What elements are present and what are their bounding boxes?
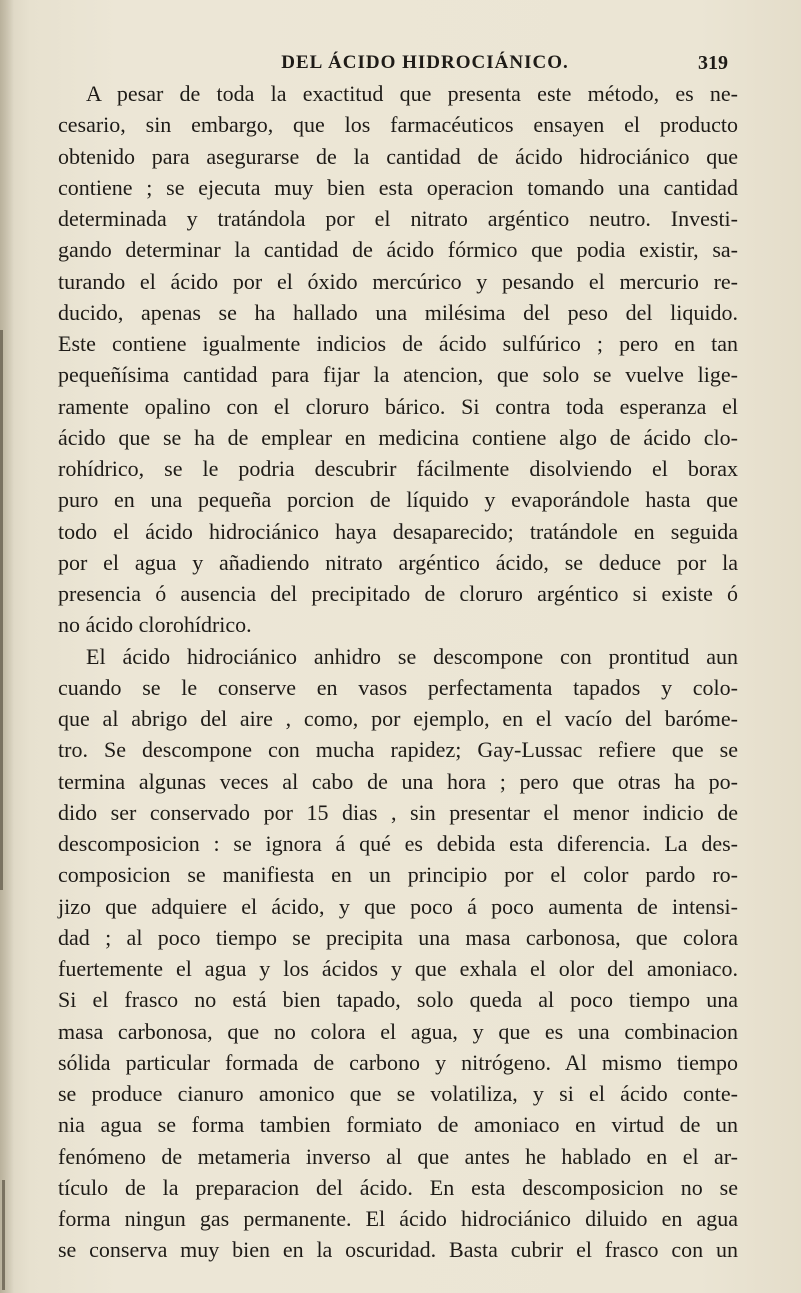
text-line: jizo que adquiere el ácido, y que poco á poco aumenta de intensi-: [58, 893, 738, 919]
text-line: fuertemente el agua y los ácidos y que exhala el olor del amoniaco.: [58, 956, 738, 981]
text-line: El ácido hidrociánico anhidro se descompone con prontitud aun: [86, 643, 738, 669]
body-text: [58, 78, 738, 1266]
text-line: Este contiene igualmente indicios de ácido sulfúrico ; pero en tan: [58, 331, 738, 356]
text-line: ramente opalino con el cloruro bárico. Si contra toda esperanza el: [58, 393, 738, 419]
text-line: fenómeno de metameria inverso al que antes he hablado en el ar-: [58, 1143, 738, 1169]
text-line: cesario, sin embargo, que los farmacéuticos ensayen el producto: [58, 112, 738, 138]
text-line: masa carbonosa, que no colora el agua, y que es una combinacion: [58, 1018, 738, 1044]
text-line: descomposicion : se ignora á qué es debida esta diferencia. La des-: [58, 831, 738, 856]
text-line: contiene ; se ejecuta muy bien esta operacion tomando una cantidad: [58, 174, 738, 200]
margin-mark: [0, 330, 3, 890]
running-head: [100, 52, 750, 80]
text-line: se produce cianuro amonico que se volatiliza, y si el ácido conte-: [58, 1081, 738, 1106]
text-line: ácido que se ha de emplear en medicina contiene algo de ácido clo-: [58, 424, 738, 450]
text-line: sólida particular formada de carbono y nitrógeno. Al mismo tiempo: [58, 1049, 738, 1075]
text-line: termina algunas veces al cabo de una hora ; pero que otras ha po-: [58, 768, 738, 794]
text-line: determinada y tratándola por el nitrato argéntico neutro. Investi-: [58, 206, 738, 231]
text-line: obtenido para asegurarse de la cantidad de ácido hidrociánico que: [58, 143, 738, 169]
text-line: tículo de la preparacion del ácido. En esta descomposicion no se: [58, 1174, 738, 1200]
text-line: ducido, apenas se ha hallado una milésima del peso del liquido.: [58, 299, 738, 325]
text-line: dido ser conservado por 15 dias , sin presentar el menor indicio de: [58, 799, 738, 825]
running-title: DEL ÁCIDO HIDROCIÁNICO.: [281, 52, 569, 73]
text-line: no ácido clorohídrico.: [58, 612, 252, 638]
text-line: presencia ó ausencia del precipitado de cloruro argéntico si existe ó: [58, 581, 738, 606]
text-line: puro en una pequeña porcion de líquido y evaporándole hasta que: [58, 487, 738, 513]
text-line: todo el ácido hidrociánico haya desaparecido; tratándole en seguida: [58, 518, 738, 544]
text-line: gando determinar la cantidad de ácido fórmico que podia existir, sa-: [58, 237, 738, 263]
text-line: que al abrigo del aire , como, por ejemplo, en el vacío del baróme-: [58, 706, 738, 731]
text-line: Si el frasco no está bien tapado, solo queda al poco tiempo una: [58, 987, 738, 1013]
text-line: dad ; al poco tiempo se precipita una masa carbonosa, que colora: [58, 924, 738, 950]
text-line: cuando se le conserve en vasos perfectamenta tapados y colo-: [58, 674, 738, 700]
text-line: rohídrico, se le podria descubrir fácilmente disolviendo el borax: [58, 456, 738, 481]
text-line: tro. Se descompone con mucha rapidez; Gay-Lussac refiere que se: [58, 737, 738, 763]
text-line: se conserva muy bien en la oscuridad. Basta cubrir el frasco con un: [58, 1237, 738, 1263]
text-line: pequeñísima cantidad para fijar la atencion, que solo se vuelve lige-: [58, 362, 738, 388]
page-number: 319: [698, 52, 728, 74]
text-line: nia agua se forma tambien formiato de amoniaco en virtud de un: [58, 1112, 738, 1138]
text-line: A pesar de toda la exactitud que presenta este método, es ne-: [86, 81, 738, 106]
text-line: por el agua y añadiendo nitrato argéntico ácido, se deduce por la: [58, 549, 738, 575]
text-line: turando el ácido por el óxido mercúrico y pesando el mercurio re-: [58, 268, 738, 294]
margin-mark: [2, 1180, 5, 1290]
text-line: composicion se manifiesta en un principio por el color pardo ro-: [58, 862, 738, 888]
text-line: forma ningun gas permanente. El ácido hidrociánico diluido en agua: [58, 1206, 738, 1231]
